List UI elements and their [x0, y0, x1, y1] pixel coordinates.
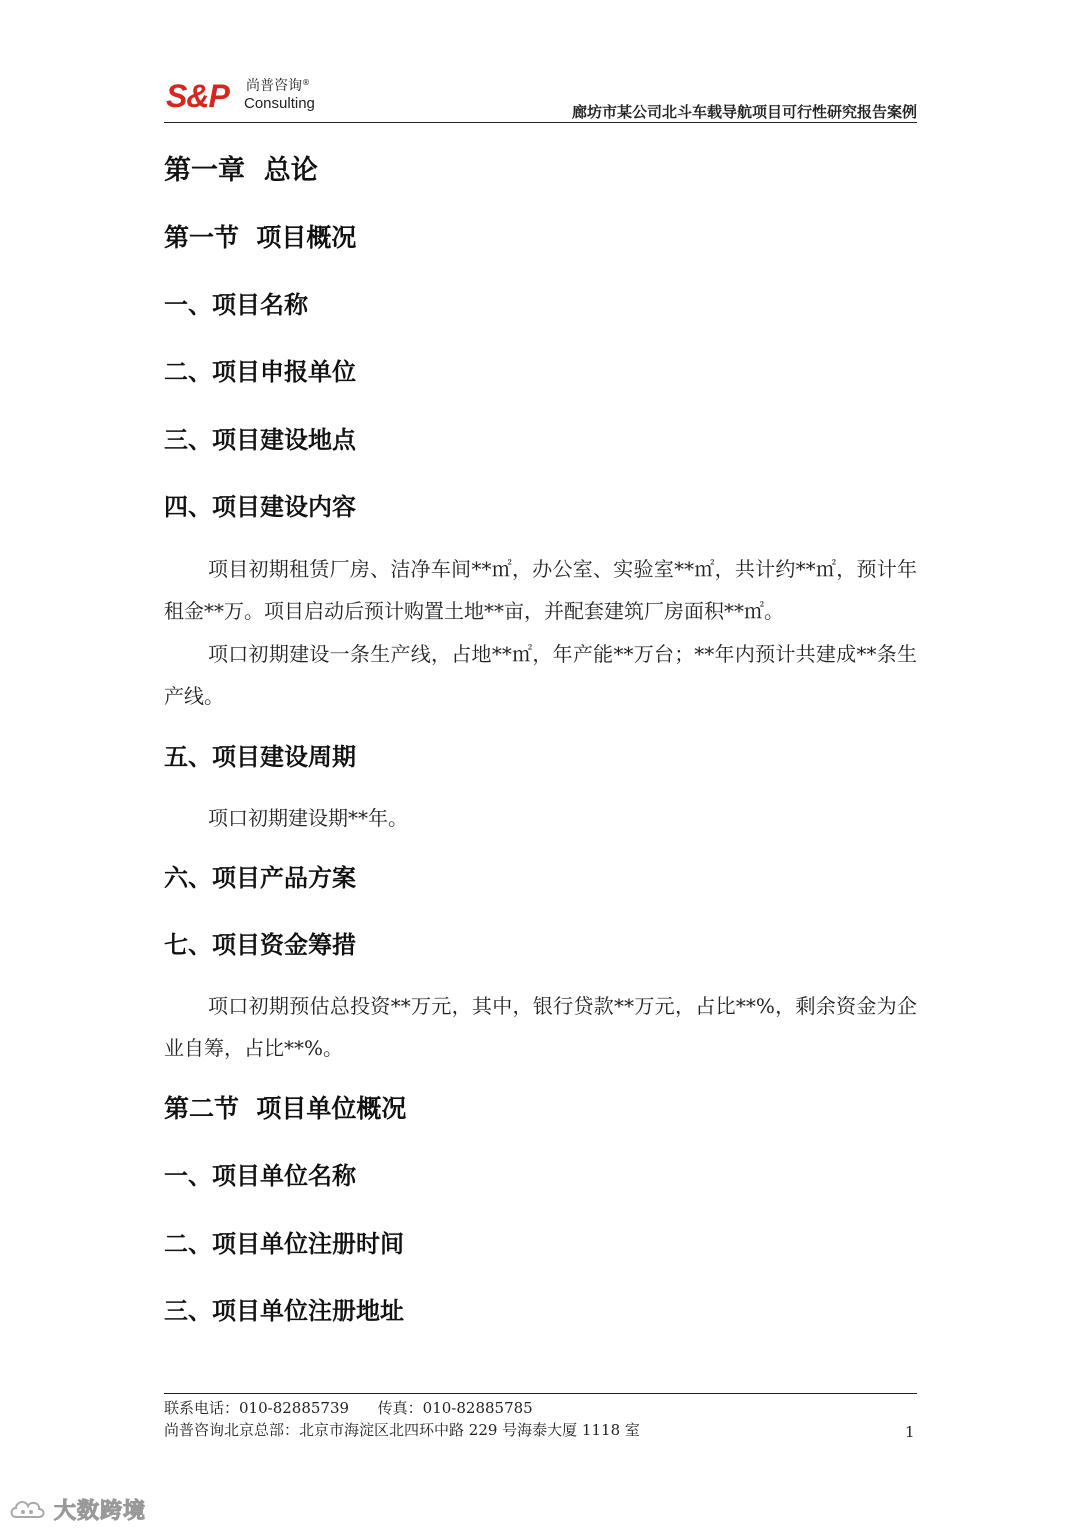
footer-contact: 联系电话：010-82885739 传真：010-82885785	[164, 1399, 533, 1417]
chapter-title: 第一章 总论	[164, 155, 318, 186]
document-header-title: 廊坊市某公司北斗车载导航项目可行性研究报告案例	[571, 103, 917, 121]
construction-content-paragraph-1: 项目初期租赁厂房、洁净车间**㎡，办公室、实验室**㎡，共计约**㎡，预计年租金**万。项目启动后预计购置土地**亩，并配套建筑厂房面积**㎡。	[164, 557, 917, 623]
header-divider	[164, 122, 917, 123]
item-registration-date: 二、项目单位注册时间	[164, 1230, 404, 1258]
item-registration-address: 三、项目单位注册地址	[164, 1297, 404, 1325]
logo-registered-mark: ®	[302, 78, 310, 87]
section-1-title: 第一节 项目概况	[164, 223, 357, 252]
page-number: 1	[905, 1423, 915, 1441]
item-unit-name: 一、项目单位名称	[164, 1162, 356, 1190]
item-construction-period: 五、项目建设周期	[164, 743, 356, 771]
cloud-logo-icon	[8, 1495, 48, 1523]
logo-chinese-name	[246, 79, 310, 93]
item-location: 三、项目建设地点	[164, 426, 356, 454]
watermark-text: 大数跨境	[54, 1498, 147, 1524]
item-project-name: 一、项目名称	[164, 291, 308, 319]
footer-divider	[164, 1393, 917, 1394]
logo-sp-mark: S&P	[166, 78, 229, 114]
footer-address: 尚普咨询北京总部：北京市海淀区北四环中路 229 号海泰大厦 1118 室	[164, 1421, 640, 1439]
logo-chinese-text: 尚普咨询	[246, 78, 302, 94]
section-2-title: 第二节 项目单位概况	[164, 1094, 407, 1123]
funding-paragraph: 项口初期预估总投资**万元，其中，银行贷款**万元，占比**%，剩余资金为企业自筹，占比**%。	[164, 994, 917, 1060]
construction-content-paragraph-2: 项口初期建设一条生产线，占地**㎡，年产能**万台；**年内预计共建成**条生产线。	[164, 642, 917, 708]
item-funding: 七、项目资金筹措	[164, 931, 356, 959]
construction-period-paragraph: 项口初期建设期**年。	[208, 806, 408, 830]
item-product-plan: 六、项目产品方案	[164, 864, 356, 892]
item-construction-content: 四、项目建设内容	[164, 493, 356, 521]
company-logo	[166, 76, 336, 116]
watermark	[8, 1493, 146, 1525]
logo-english-name: Consulting	[244, 95, 315, 112]
item-applicant: 二、项目申报单位	[164, 358, 356, 386]
